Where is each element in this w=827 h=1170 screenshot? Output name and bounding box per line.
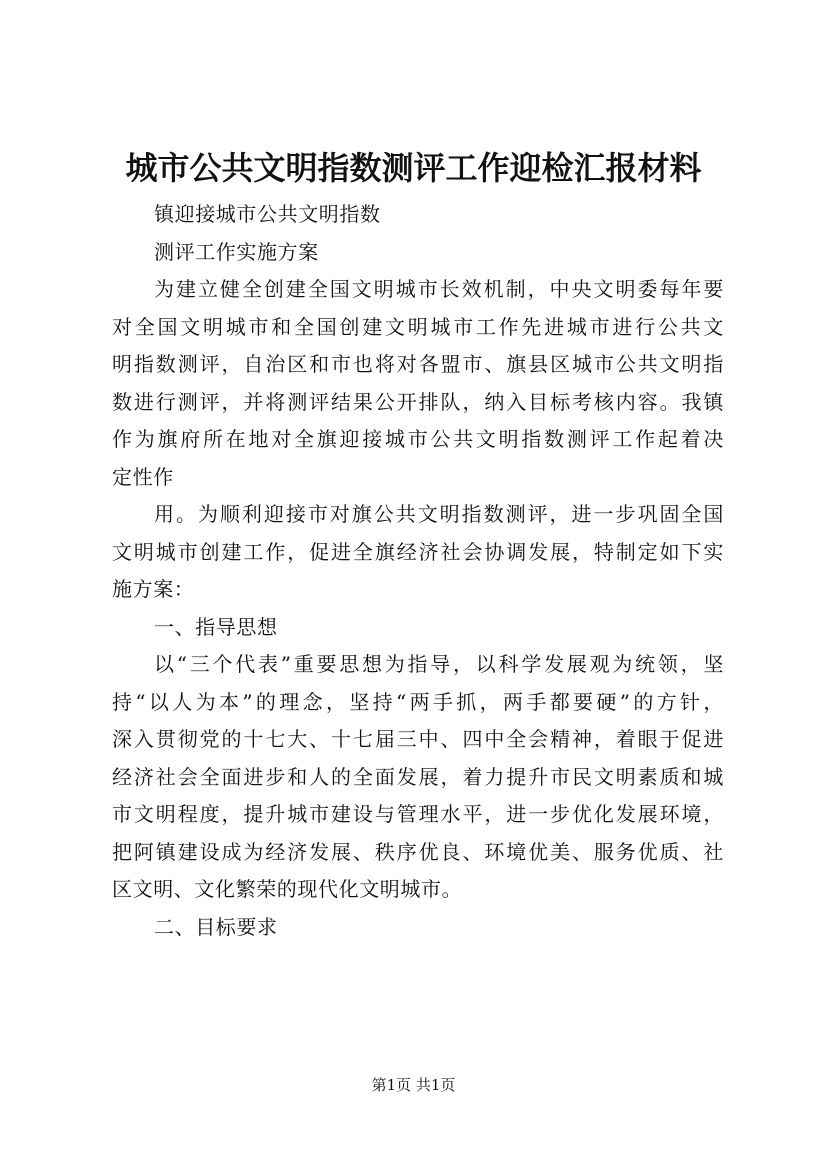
body-line: 区文明、文化繁荣的现代化文明城市。 bbox=[112, 877, 463, 901]
body-line: 作为旗府所在地对全旗迎接城市公共文明指数测评工作起着决 bbox=[112, 427, 724, 451]
body-line: 测评工作实施方案 bbox=[154, 239, 319, 264]
body-line: 用。为顺利迎接市对旗公共文明指数测评，进一步巩固全国 bbox=[154, 502, 724, 526]
body-line: 深入贯彻党的十七大、十七届三中、四中全会精神，着眼于促进 bbox=[112, 727, 724, 751]
body-line: 数进行测评，并将测评结果公开排队，纳入目标考核内容。我镇 bbox=[112, 389, 724, 414]
document-title: 城市公共文明指数测评工作迎检汇报材料 bbox=[125, 149, 702, 187]
body-line: 镇迎接城市公共文明指数 bbox=[154, 202, 381, 226]
body-line: 二、目标要求 bbox=[154, 914, 278, 939]
body-line: 持“以人为本”的理念，坚持“两手抓，两手都要硬”的方针， bbox=[112, 689, 724, 714]
document-body bbox=[112, 196, 724, 946]
body-line: 经济社会全面进步和人的全面发展，着力提升市民文明素质和城 bbox=[112, 764, 724, 789]
body-line: 明指数测评，自治区和市也将对各盟市、旗县区城市公共文明指 bbox=[112, 352, 724, 376]
body-line: 把阿镇建设成为经济发展、秩序优良、环境优美、服务优质、社 bbox=[112, 839, 724, 864]
body-line: 为建立健全创建全国文明城市长效机制，中央文明委每年要 bbox=[154, 277, 724, 301]
body-line: 文明城市创建工作，促进全旗经济社会协调发展，特制定如下实 bbox=[112, 539, 724, 564]
page-footer: 第1页 共1页 bbox=[371, 1076, 456, 1094]
body-line: 一、指导思想 bbox=[154, 614, 278, 639]
body-line: 施方案： bbox=[112, 577, 195, 601]
body-line: 对全国文明城市和全国创建文明城市工作先进城市进行公共文 bbox=[112, 314, 724, 339]
body-line: 市文明程度，提升城市建设与管理水平，进一步优化发展环境， bbox=[112, 802, 724, 826]
body-line: 以“三个代表”重要思想为指导，以科学发展观为统领，坚 bbox=[154, 652, 724, 676]
body-line: 定性作 bbox=[112, 464, 174, 489]
